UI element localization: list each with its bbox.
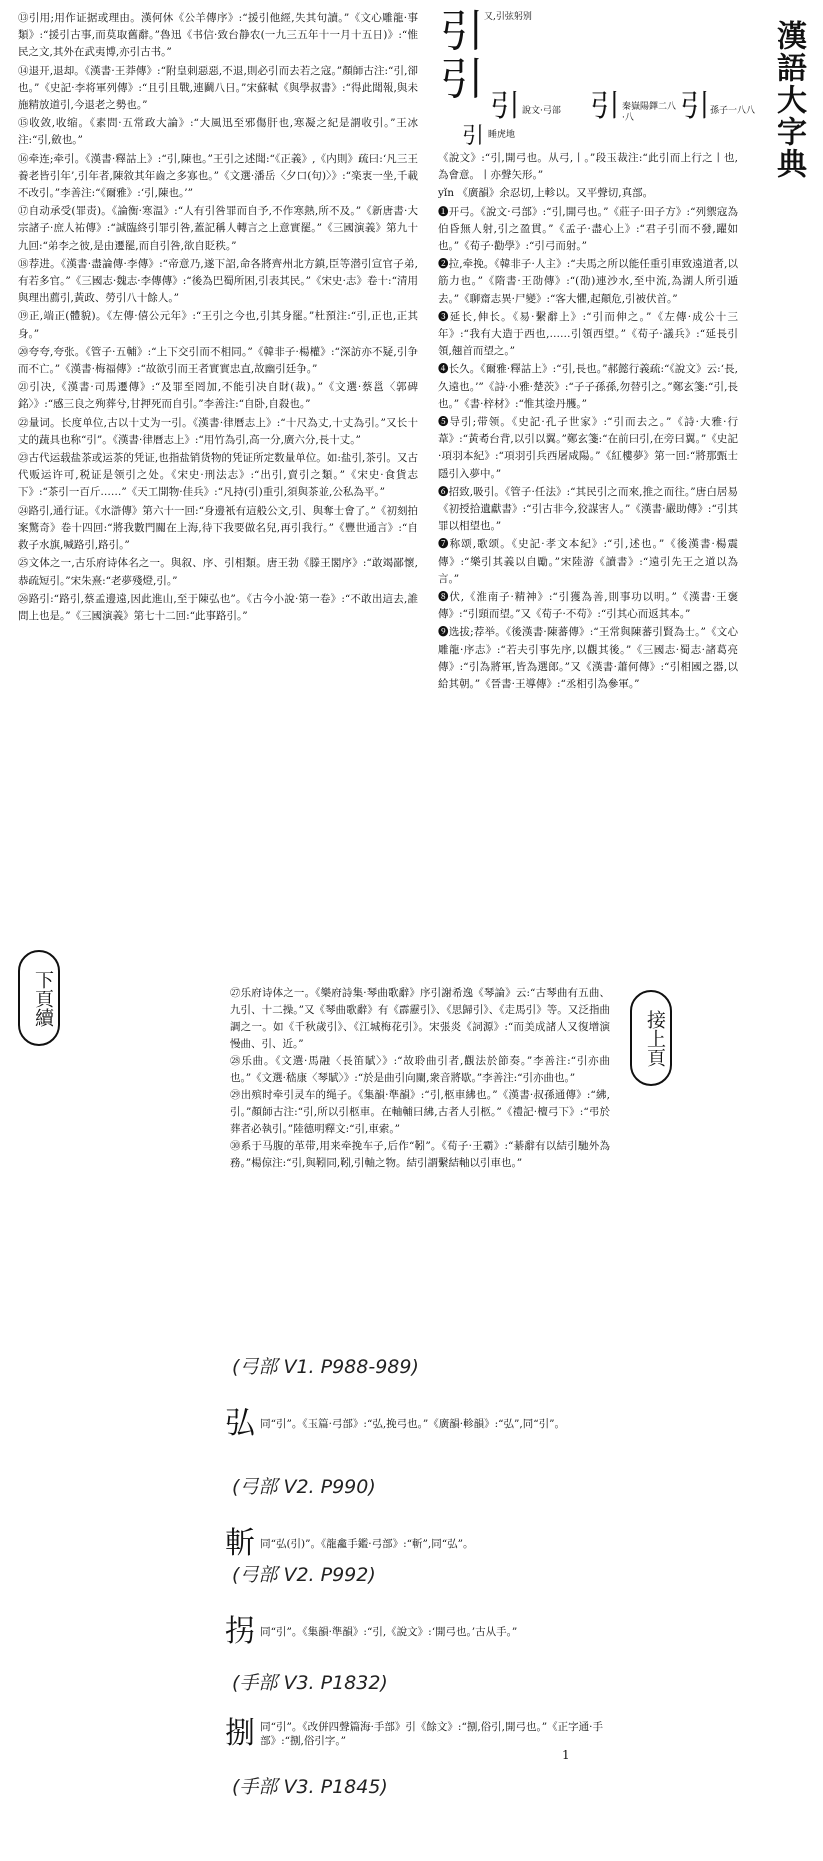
seal-form-2-note: 秦嶽陽鐸二八·八	[622, 102, 677, 123]
handwritten-page-reference: (手部 V3. P1845)	[232, 1776, 388, 1798]
seal-form-1: 引	[490, 89, 520, 124]
variant-entry	[225, 1718, 640, 1750]
sense-paragraph: ㉙出殡时牵引灵车的绳子。《集韻·準韻》:“引,柩車紼也。”《漢書·叔孫通傳》:“紼,引。”顏師古注:“引,所以引柩車。在軸輔曰紼,古者人引柩。”《禮記·檀弓下》:“弔於葬者必執引。”陸德明釋文:“引,車索。”	[230, 1089, 610, 1135]
sense-paragraph: ⑭退开,退却。《漢書·王莽傳》:“附皇刺惡惡,不退,則必引而去若之寇。”顏師古注:“引,卻也。”《史記·李将軍列傳》:“且引且戰,連鬬八日。”宋蘇軾《與學叔書》:“得此聞報,與未施精放道引,今退老之勢也。”	[18, 64, 418, 112]
variant-definition: 同“弘(引)”。《龍龕手鑑·弓部》:“斬”,同“弘”。	[260, 1538, 474, 1550]
sense-paragraph: ❽伏,《淮南子·精神》:“引獲為善,則事功以明。”《漢書·王褒傳》:“引頸而望。”又《荀子·不苟》:“引其心而返其本。”	[438, 591, 738, 621]
seal-form-3: 引	[680, 89, 710, 124]
variant-entry	[225, 1408, 565, 1440]
sense-paragraph: ❾选拔;荐举。《後漢書·陳蕃傳》:“王常與陳蕃引賢為士。”《文心雕龍·序志》:“若夫引事先序,以觀其後。”《三國志·蜀志·諸葛亮傳》:“引為將軍,皆為選郎。”又《漢書·蕭何傳》:“引相國之器,以給其朝。”《晉書·王導傳》:“丞相引為參軍。”	[438, 626, 738, 691]
sense-paragraph: ❺导引;带领。《史記·孔子世家》:“引而去之。”《詩·大雅·行葦》:“黃耇台背,以引以翼。”鄭玄箋:“在前曰引,在旁曰翼。”《史記·項羽本紀》:“項羽引兵西屠咸陽。”《紅樓夢》第一回:“將那甄士隱引入夢中。”	[438, 416, 738, 480]
sense-paragraph: ㉒量词。长度单位,古以十丈为一引。《漢書·律曆志上》:“十尺為丈,十丈為引。”又长十丈的蔬具也称“引”。《漢書·律曆志上》:“用竹為引,高一分,廣六分,長十丈。”	[18, 416, 418, 446]
handwritten-page-reference: (弓部 V1. P988-989)	[232, 1356, 419, 1378]
sense-paragraph: ㉑引决,《漢書·司馬遷傳》:“及罪至罔加,不能引决自財(裁)。”《文選·蔡邕〈郭碑銘〉》:“感三良之殉葬兮,甘押死而自引。”李善注:“自卧,自殺也。”	[18, 381, 418, 411]
head-entry	[440, 6, 760, 150]
seal-form-2: 引	[590, 89, 620, 124]
variant-character: 斬	[225, 1526, 255, 1561]
right-column	[438, 150, 738, 694]
sense-paragraph: ❼称颂,歌颂。《史記·孝文本紀》:“引,述也。”《後漢書·楊震傳》:“樂引其義以自勵。”宋陸游《讀書》:“遠引先王之道以為言。”	[438, 538, 738, 585]
stray-mark: 1	[562, 1748, 570, 1762]
variant-character: 捌	[225, 1716, 255, 1751]
dictionary-title: 漢語大字典	[771, 20, 806, 180]
sense-paragraph: ㉗乐府诗体之一。《樂府詩集·琴曲歌辭》序引謝希逸《琴論》云:“古琴曲有五曲、九引、十二操。”又《琴曲歌辭》有《霹靂引》、《思歸引》、《走馬引》等。又泛指曲調之一。如《千秋歲引》、《江城梅花引》。宋張炎《詞源》:“而美成諸人又復增演慢曲、引、近。”	[230, 987, 610, 1050]
sense-paragraph: ㉚系于马腹的革带,用来牵挽车子,后作“靷”。《荀子·王霸》:“綦辭有以結引馳外為務。”楊倞注:“引,與靷同,靷,引軸之物。結引謂繫結軸以引車也。”	[230, 1140, 610, 1169]
head-variant-character: 引	[440, 54, 484, 105]
handwritten-page-reference: (弓部 V2. P992)	[232, 1564, 376, 1586]
left-column	[18, 10, 418, 626]
sense-paragraph: ⑰自动承受(罪责)。《論衡·寒温》:“人有引咎罪而自予,不作寒熱,所不及。”《新唐書·大宗諸子·庶人祐傳》:“誠臨終引罪引咎,蓋記稱人轉言之上意實罷。”《三國演義》第九十九回:“弟李之彼,是由遷罷,而自引咎,欲自貶秩。”	[18, 205, 418, 252]
pronunciation-line: yǐn 《廣韻》余忍切,上軫以。又平聲切,真部。	[438, 187, 654, 200]
sense-paragraph: ❸延长,伸长。《易·繫辭上》:“引而伸之。”《左傳·成公十三年》:“我有大造于西也,……引領西望。”《荀子·議兵》:“延長引領,翹首而望之。”	[438, 310, 738, 358]
sense-paragraph: ❹长久。《爾雅·釋詁上》:“引,長也。”郝懿行義疏:“《說文》云:‘長,久遠也。’”《詩·小雅·楚茨》:“子子孫孫,勿替引之。”鄭玄箋:“引,長也。”《書·梓材》:“惟其塗丹雘。”	[438, 363, 738, 410]
sense-paragraph: ❷拉,牵挽。《韓非子·人主》:“夫馬之所以能任重引車致遠道者,以筋力也。”《隋書·王劭傳》:“(劭)連沙水,至中流,為湖人所引遁去。”《聊齋志異·尸變》:“客大懼,起顛危,引被伏首。”	[438, 258, 738, 305]
continued-from-previous-stamp: 接上頁	[630, 990, 672, 1086]
variant-character: 弘	[225, 1406, 255, 1441]
sense-paragraph: ㉖路引:“路引,蔡孟邊遠,因此進山,至于陳弘也”。《古今小說·第一卷》:“不敢出這去,誰問上也是。”《三國演義》第七十二回:“此事路引。”	[18, 592, 418, 622]
seal-form-4: 引	[462, 124, 485, 149]
lower-block	[230, 985, 610, 1172]
sense-paragraph: ㉔路引,通行证。《水滸傳》第六十一回:“身邊衹有這般公文,引、與奪士會了。”《初刻拍案驚奇》卷十四回:“將我數門關在上海,待下我要做名兒,再引我行。”《豐世通言》:“自救子水旗,喊路引,路引。”	[18, 504, 418, 552]
seal-form-4-note: 睡虎地	[488, 130, 516, 140]
sense-paragraph: ⑲正,端正(體貌)。《左傳·僖公元年》:“王引之今也,引其身罷。”杜預注:“引,正也,正其身。”	[18, 310, 418, 340]
sense-paragraph: 《說文》:“引,開弓也。从弓,丨。”段玉裁注:“此引而上行之丨也,為會意。丨亦聲矢形。”	[438, 152, 738, 182]
sense-paragraph: ㉘乐曲。《文選·馬融〈長笛賦〉》:“故聆曲引者,觀法於節奏。”李善注:“引亦曲也。”《文選·嵇康〈琴賦〉》:“於是曲引向闌,衆音將歇。”李善注:“引亦曲也。”	[230, 1055, 610, 1084]
head-top-note: 又,引弦躬别	[484, 12, 532, 22]
variant-definition: 同“引”。《改併四聲篇海·手部》引《餘文》:“捌,俗引,開弓也。”《正字通·手部》:“捌,俗引字。”	[260, 1721, 603, 1747]
sense-paragraph: ❶开弓。《說文·弓部》:“引,開弓也。”《莊子·田子方》:“列禦寇為伯昏無人射,引之盈貫。”《孟子·盡心上》:“君子引而不發,躍如也。”《荀子·勸學》:“引弓而射。”	[438, 205, 738, 253]
sense-paragraph: ⑳夸夸,夸张。《管子·五輔》:“上下交引而不相同。”《韓非子·楊權》:“深訪亦不疑,引争而不亡。”《漢書·梅福傳》:“故欲引而王者實實忠直,故幽引廷争。”	[18, 345, 418, 376]
variant-entry	[225, 1616, 517, 1648]
sense-paragraph: ⑬引用;用作证据或理由。漢何休《公羊傳序》:“援引他經,失其句讀。”《文心雕龍·事類》:“援引古事,而莫取舊辭。”魯迅《书信·致台静农(一九三五年十一月十五日)》:“惟民之文,其外在武夷博,亦引古书。”	[18, 12, 418, 59]
sense-paragraph: ❻招致,吸引。《管子·任法》:“其民引之而來,推之而往。”唐白居易《初授拾遺獻書》:“引古非今,狡謀害人。”《漢書·嚴助傳》:“引其罪以相望也。”	[438, 485, 738, 533]
continued-next-page-stamp: 下頁續	[18, 950, 60, 1046]
sense-paragraph: ㉓古代运载盐茶或运茶的凭证,也指盐销货物的凭证所定数量单位。如:盐引,茶引。又古代贩运许可,税证是领引之处。《宋史·刑法志》:“出引,賣引之類。”《宋史·食貨志下》:“茶引一百斤……”《天工開物·佳兵》:“凡持(引)重引,須與茶並,公私為平。”	[18, 452, 418, 499]
sense-paragraph: ⑱荐进。《漢書·盡論傳·李傳》:“帝意乃,遂下詔,命各將齊州北方鎮,臣等潜引宣官子弟,有若多官。”《三國志·魏志·李傳傳》:“後為巴蜀所困,引表其民。”《宋史·志》卷十:“清用與理出薦引,黃政、勞引八十餘人。”	[18, 257, 418, 305]
variant-entry	[225, 1528, 473, 1560]
variant-character: 拐	[225, 1614, 255, 1649]
variant-definition: 同“引”。《集韻·準韻》:“引,《說文》:‘開弓也。’古从手。”	[260, 1626, 518, 1638]
sense-paragraph: ⑯牵连;牵引。《漢書·釋詁上》:“引,陳也。”王引之述聞:“《正義》,《内則》疏曰:‘凡三王養老皆引年’,引年者,陳敘其年齒之多寡也。”《文選·潘岳〈夕口(句)〉》:“楽衷一坐,千載不改引。”李善注:“《爾雅》:‘引,陳也。’”	[18, 152, 418, 200]
seal-form-3-note: 孫子一八八	[710, 106, 756, 116]
head-character: 引	[440, 6, 484, 57]
handwritten-page-reference: (手部 V3. P1832)	[232, 1672, 388, 1694]
variant-definition: 同“引”。《玉篇·弓部》:“弘,挽弓也。”《廣韻·軫韻》:“弘”,同“引”。	[260, 1418, 565, 1430]
handwritten-page-reference: (弓部 V2. P990)	[232, 1476, 376, 1498]
sense-paragraph: ⑮收敛,收缩。《素問·五常政大論》:“大風迅至邪傷肝也,寒凝之紀是謂收引。”王冰注:“引,斂也。”	[18, 117, 418, 147]
sense-paragraph: ㉕文体之一,古乐府诗体名之一。與叙、序、引相類。唐王勃《滕王閣序》:“敢竭鄙懷,恭疏短引。”宋朱熹:“老夢殘燈,引。”	[18, 557, 418, 587]
seal-form-1-note: 說文·弓部	[522, 106, 561, 116]
